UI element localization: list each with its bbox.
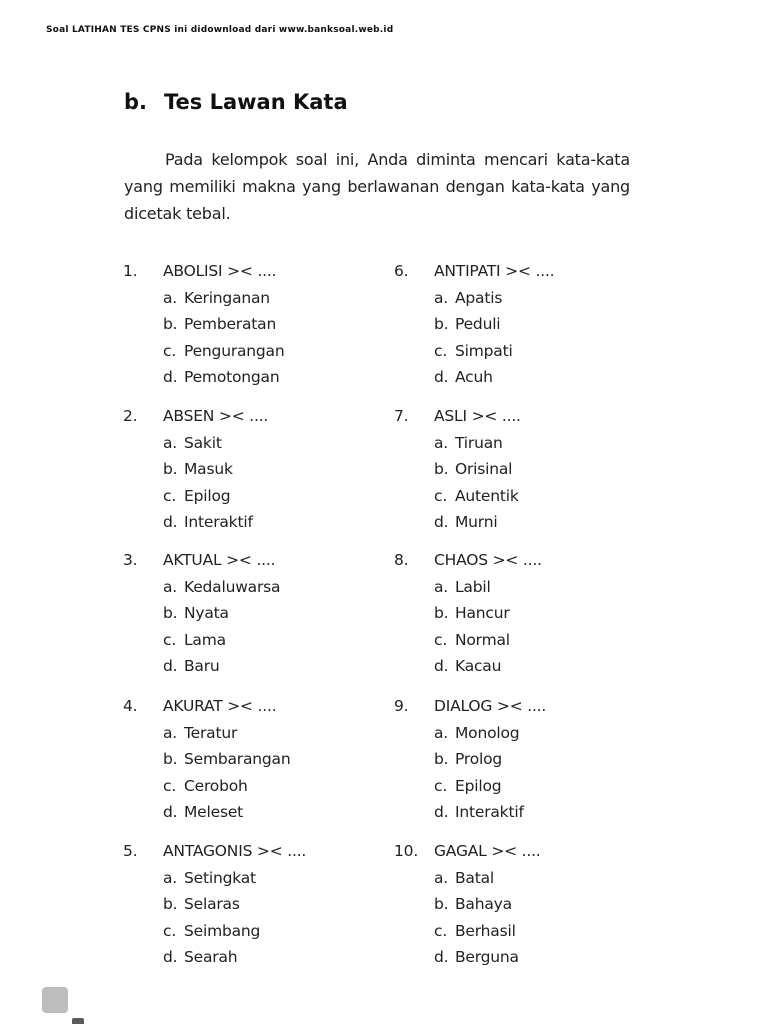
page-header: Soal LATIHAN TES CPNS ini didownload dari www.banksoal.web.id xyxy=(46,25,394,35)
option-text: Setingkat xyxy=(184,868,256,887)
answer-option xyxy=(434,315,554,342)
answer-option xyxy=(434,487,521,514)
option-letter: d. xyxy=(163,513,178,532)
option-list xyxy=(123,434,268,540)
question-item xyxy=(123,262,284,395)
question-line xyxy=(394,407,521,434)
option-text: Searah xyxy=(184,948,238,967)
option-letter: c. xyxy=(163,486,177,505)
question-word: AKTUAL >< .... xyxy=(163,551,276,569)
option-text: Peduli xyxy=(455,315,501,334)
answer-option xyxy=(163,750,290,777)
option-text: Monolog xyxy=(455,723,520,742)
option-list xyxy=(123,289,284,395)
option-letter: b. xyxy=(163,604,178,623)
option-letter: c. xyxy=(434,486,448,505)
question-number: 5. xyxy=(123,842,138,860)
answer-option xyxy=(434,922,541,949)
question-line xyxy=(123,697,290,724)
page-marker xyxy=(72,1018,84,1024)
option-letter: b. xyxy=(163,460,178,479)
intro-text: Pada kelompok soal ini, Anda diminta mencari kata-kata yang memiliki makna yang berlawanan dengan kata-kata yang dicetak tebal. xyxy=(124,150,630,223)
answer-option xyxy=(163,948,306,975)
answer-option xyxy=(434,750,546,777)
option-letter: b. xyxy=(434,750,449,769)
option-text: Batal xyxy=(455,868,495,887)
answer-option xyxy=(434,368,554,395)
option-text: Apatis xyxy=(455,288,503,307)
option-letter: c. xyxy=(434,776,448,795)
answer-option xyxy=(434,869,541,896)
option-letter: b. xyxy=(434,895,449,914)
option-text: Acuh xyxy=(455,368,493,387)
option-text: Pengurangan xyxy=(184,341,285,360)
question-number: 4. xyxy=(123,697,138,715)
question-line xyxy=(394,551,542,578)
option-text: Kedaluwarsa xyxy=(184,577,281,596)
answer-option xyxy=(163,895,306,922)
answer-option xyxy=(163,578,280,605)
option-letter: a. xyxy=(434,868,449,887)
question-number: 9. xyxy=(394,697,409,715)
question-item xyxy=(394,407,521,540)
answer-option xyxy=(434,803,546,830)
question-item xyxy=(123,551,280,684)
answer-option xyxy=(434,948,541,975)
answer-option xyxy=(434,895,541,922)
question-line xyxy=(123,842,306,869)
option-letter: a. xyxy=(163,288,178,307)
option-text: Normal xyxy=(455,630,510,649)
option-letter: d. xyxy=(434,513,449,532)
option-letter: d. xyxy=(163,657,178,676)
question-number: 7. xyxy=(394,407,409,425)
question-item xyxy=(123,842,306,975)
question-word: DIALOG >< .... xyxy=(434,697,547,715)
question-line xyxy=(394,697,546,724)
answer-option xyxy=(434,342,554,369)
answer-option xyxy=(434,604,542,631)
answer-option xyxy=(163,289,284,316)
question-item xyxy=(123,697,290,830)
question-line xyxy=(394,262,554,289)
option-text: Sembarangan xyxy=(184,750,291,769)
question-number: 1. xyxy=(123,262,138,280)
option-letter: a. xyxy=(163,433,178,452)
answer-option xyxy=(163,803,290,830)
answer-option xyxy=(163,657,280,684)
answer-option xyxy=(163,631,280,658)
option-letter: a. xyxy=(163,723,178,742)
option-text: Murni xyxy=(455,513,498,532)
question-word: AKURAT >< .... xyxy=(163,697,277,715)
option-letter: d. xyxy=(434,803,449,822)
option-list xyxy=(394,869,541,975)
option-letter: d. xyxy=(163,368,178,387)
answer-option xyxy=(163,315,284,342)
question-line xyxy=(394,842,541,869)
option-text: Meleset xyxy=(184,803,244,822)
option-letter: a. xyxy=(434,723,449,742)
question-item xyxy=(394,262,554,395)
answer-option xyxy=(163,922,306,949)
option-letter: b. xyxy=(163,750,178,769)
option-text: Kacau xyxy=(455,657,502,676)
option-letter: a. xyxy=(434,288,449,307)
question-number: 10. xyxy=(394,842,419,860)
option-letter: c. xyxy=(434,630,448,649)
option-text: Epilog xyxy=(455,776,502,795)
question-number: 3. xyxy=(123,551,138,569)
option-letter: a. xyxy=(163,577,178,596)
option-letter: b. xyxy=(434,460,449,479)
option-text: Bahaya xyxy=(455,895,512,914)
option-text: Masuk xyxy=(184,460,233,479)
question-line xyxy=(123,551,280,578)
option-text: Berguna xyxy=(455,948,519,967)
option-text: Hancur xyxy=(455,604,510,623)
question-word: CHAOS >< .... xyxy=(434,551,542,569)
answer-option xyxy=(434,657,542,684)
option-text: Lama xyxy=(184,630,226,649)
answer-option xyxy=(434,578,542,605)
question-line xyxy=(123,407,268,434)
question-number: 8. xyxy=(394,551,409,569)
option-letter: b. xyxy=(434,315,449,334)
answer-option xyxy=(163,777,290,804)
option-text: Tiruan xyxy=(455,433,503,452)
option-list xyxy=(123,869,306,975)
option-text: Pemberatan xyxy=(184,315,277,334)
question-word: ANTAGONIS >< .... xyxy=(163,842,307,860)
option-list xyxy=(394,724,546,830)
question-word: ABSEN >< .... xyxy=(163,407,269,425)
question-line xyxy=(123,262,284,289)
option-letter: b. xyxy=(163,315,178,334)
answer-option xyxy=(163,869,306,896)
option-letter: d. xyxy=(163,803,178,822)
option-text: Selaras xyxy=(184,895,240,914)
answer-option xyxy=(434,434,521,461)
option-text: Baru xyxy=(184,657,220,676)
option-letter: a. xyxy=(434,577,449,596)
option-letter: c. xyxy=(163,921,177,940)
option-text: Labil xyxy=(455,577,491,596)
option-letter: a. xyxy=(434,433,449,452)
answer-option xyxy=(163,487,268,514)
answer-option xyxy=(163,368,284,395)
question-word: ABOLISI >< .... xyxy=(163,262,277,280)
question-number: 6. xyxy=(394,262,409,280)
section-letter: b. xyxy=(124,90,148,114)
question-item xyxy=(394,551,542,684)
option-text: Nyata xyxy=(184,604,229,623)
option-letter: b. xyxy=(163,895,178,914)
option-text: Seimbang xyxy=(184,921,261,940)
option-letter: d. xyxy=(434,657,449,676)
option-letter: d. xyxy=(434,948,449,967)
option-text: Orisinal xyxy=(455,460,513,479)
option-text: Interaktif xyxy=(184,513,253,532)
answer-option xyxy=(434,289,554,316)
answer-option xyxy=(163,604,280,631)
option-text: Epilog xyxy=(184,486,231,505)
answer-option xyxy=(434,513,521,540)
question-item xyxy=(394,697,546,830)
question-word: ANTIPATI >< .... xyxy=(434,262,555,280)
option-text: Sakit xyxy=(184,433,222,452)
answer-option xyxy=(434,631,542,658)
option-list xyxy=(394,289,554,395)
option-text: Berhasil xyxy=(455,921,516,940)
answer-option xyxy=(163,724,290,751)
section-heading: Tes Lawan Kata xyxy=(164,90,348,114)
option-list xyxy=(394,434,521,540)
option-letter: d. xyxy=(163,948,178,967)
option-text: Interaktif xyxy=(455,803,524,822)
option-letter: a. xyxy=(163,868,178,887)
option-text: Ceroboh xyxy=(184,776,248,795)
option-letter: c. xyxy=(163,630,177,649)
answer-option xyxy=(434,777,546,804)
option-list xyxy=(123,578,280,684)
question-word: ASLI >< .... xyxy=(434,407,521,425)
option-text: Keringanan xyxy=(184,288,270,307)
answer-option xyxy=(163,460,268,487)
option-text: Pemotongan xyxy=(184,368,280,387)
question-item xyxy=(123,407,268,540)
option-letter: c. xyxy=(163,341,177,360)
option-letter: c. xyxy=(163,776,177,795)
question-item xyxy=(394,842,541,975)
option-letter: d. xyxy=(434,368,449,387)
page-number-tab xyxy=(42,987,68,1013)
option-letter: b. xyxy=(434,604,449,623)
option-text: Autentik xyxy=(455,486,519,505)
question-word: GAGAL >< .... xyxy=(434,842,541,860)
answer-option xyxy=(163,342,284,369)
option-text: Simpati xyxy=(455,341,513,360)
option-letter: c. xyxy=(434,341,448,360)
answer-option xyxy=(434,724,546,751)
option-list xyxy=(123,724,290,830)
answer-option xyxy=(163,434,268,461)
option-list xyxy=(394,578,542,684)
option-letter: c. xyxy=(434,921,448,940)
option-text: Prolog xyxy=(455,750,503,769)
option-text: Teratur xyxy=(184,723,238,742)
answer-option xyxy=(163,513,268,540)
question-number: 2. xyxy=(123,407,138,425)
answer-option xyxy=(434,460,521,487)
